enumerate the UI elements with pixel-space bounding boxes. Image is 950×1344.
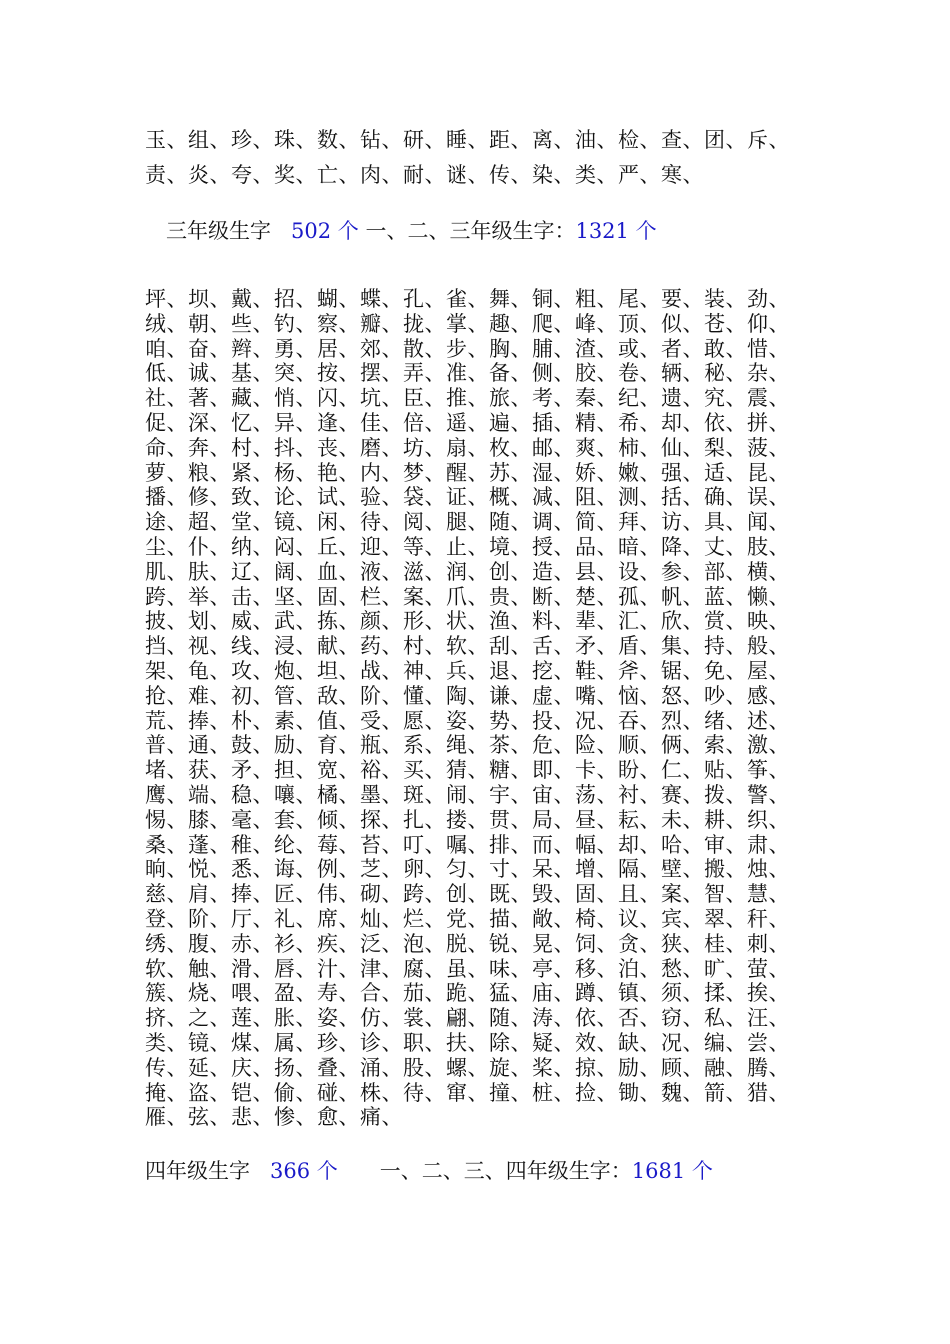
character-row: 坪、坝、戴、招、蝴、蝶、孔、雀、舞、铜、粗、尾、要、装、劲、 <box>145 287 790 311</box>
grade3-count: 502 个 <box>291 219 359 243</box>
character-row: 类、镜、煤、属、珍、诊、职、扶、除、疑、效、缺、况、编、尝、 <box>145 1030 790 1055</box>
character-row: 跨、举、击、坚、固、栏、案、爪、贵、断、楚、孤、帆、蓝、懒、 <box>145 584 790 609</box>
character-row: 桑、蓬、稚、纶、莓、苔、叮、嘱、排、而、幅、却、哈、审、肃、 <box>145 832 790 857</box>
character-row: 软、触、滑、唇、汁、津、腐、虽、味、亭、移、泊、愁、旷、萤、 <box>145 956 790 981</box>
grade3-heading <box>166 215 657 245</box>
character-row: 堵、获、矛、担、宽、裕、买、猜、糖、即、卡、盼、仁、贴、筝、 <box>145 758 790 783</box>
grade3-character-list <box>145 287 825 1130</box>
character-row: 惕、膝、毫、套、倾、探、扎、搂、贯、局、昼、耘、未、耕、织、 <box>145 807 790 832</box>
character-row: 低、诚、基、突、按、摆、弄、准、备、侧、胶、卷、辆、秘、杂、 <box>145 361 790 386</box>
character-row: 传、延、庆、扬、叠、涌、股、螺、旋、桨、掠、励、顾、融、腾、 <box>145 1055 790 1080</box>
grade3-cumulative-label: 一、二、三年级生字： <box>365 219 576 243</box>
character-row: 萝、粮、紧、杨、艳、内、梦、醒、苏、湿、娇、嫩、强、适、昆、 <box>145 460 790 485</box>
character-row: 披、划、威、武、拣、颜、形、状、渔、料、辈、汇、欣、赏、映、 <box>145 609 790 634</box>
character-row: 尘、仆、纳、闷、丘、迎、等、止、境、授、品、暗、降、丈、肢、 <box>145 534 790 559</box>
character-row: 社、著、藏、悄、闪、坑、臣、推、旅、考、秦、纪、遗、究、震、 <box>145 386 790 411</box>
character-row: 登、阶、厅、礼、席、灿、烂、党、描、敞、椅、议、宾、翠、秆、 <box>145 906 790 931</box>
character-row: 促、深、忆、异、逢、佳、倍、遥、遍、插、精、希、却、依、拼、 <box>145 410 790 435</box>
grade4-label: 四年级生字 <box>145 1159 250 1183</box>
grade4-heading <box>145 1155 713 1185</box>
character-row: 命、奔、村、抖、丧、磨、坊、扇、枚、邮、爽、柿、仙、梨、菠、 <box>145 435 790 460</box>
character-row: 挤、之、莲、胀、姿、仿、裳、翩、随、涛、依、否、窃、私、汪、 <box>145 1006 790 1031</box>
intro-line-1: 玉、组、珍、珠、数、钻、研、睡、距、离、油、检、查、团、斥、 <box>145 128 790 152</box>
character-row: 绒、朝、些、钓、察、瓣、拢、掌、趣、爬、峰、顶、似、苍、仰、 <box>145 311 790 336</box>
intro-line-2: 责、炎、夸、奖、亡、肉、耐、谜、传、染、类、严、寒、 <box>145 163 704 187</box>
character-row: 架、龟、攻、炮、坦、战、神、兵、退、挖、鞋、斧、锯、免、屋、 <box>145 658 790 683</box>
grade3-label: 三年级生字 <box>166 219 271 243</box>
character-row: 慈、肩、捧、匠、伟、砌、跨、创、既、毁、固、且、案、智、慧、 <box>145 882 790 907</box>
character-row: 肌、肤、辽、阔、血、液、滋、润、创、造、县、设、参、部、横、 <box>145 559 790 584</box>
character-row: 抢、难、初、管、敌、阶、懂、陶、谦、虚、嘴、恼、怒、吵、感、 <box>145 683 790 708</box>
grade4-count: 366 个 <box>270 1159 338 1183</box>
grade3-cumulative-count: 1321 个 <box>575 219 657 243</box>
character-row: 荒、捧、朴、素、值、受、愿、姿、势、投、况、吞、烈、绪、述、 <box>145 708 790 733</box>
grade4-cumulative-count: 1681 个 <box>631 1159 713 1183</box>
character-row: 雁、弦、悲、惨、愈、痛、 <box>145 1105 403 1130</box>
character-row: 鹰、端、稳、嚷、橘、墨、斑、闹、宇、宙、荡、衬、赛、拨、警、 <box>145 782 790 807</box>
character-row: 绣、腹、赤、衫、疾、泛、泡、脱、锐、晃、饲、贪、狭、桂、刺、 <box>145 931 790 956</box>
character-row: 普、通、鼓、励、育、瓶、系、绳、茶、危、险、顺、俩、索、激、 <box>145 733 790 758</box>
character-row: 挡、视、线、浸、献、药、村、软、刮、舌、矛、盾、集、持、般、 <box>145 634 790 659</box>
character-row: 播、修、致、论、试、验、袋、证、概、减、阻、测、括、确、误、 <box>145 485 790 510</box>
grade4-cumulative-label: 一、二、三、四年级生字： <box>379 1159 632 1183</box>
character-row: 晌、悦、悉、诲、例、芝、卵、匀、寸、呆、增、隔、壁、搬、烛、 <box>145 857 790 882</box>
character-row: 途、超、堂、镜、闲、待、阅、腿、随、调、简、拜、访、具、闻、 <box>145 510 790 535</box>
character-row: 掩、盗、铠、偷、碰、株、待、窜、撞、桩、捡、锄、魏、箭、猎、 <box>145 1080 790 1105</box>
character-row: 咱、奋、辫、勇、居、郊、散、步、胸、脯、渣、或、者、敢、惜、 <box>145 336 790 361</box>
character-row: 簇、烧、喂、盈、寿、合、茄、跪、猛、庙、蹲、镇、须、揉、挨、 <box>145 981 790 1006</box>
